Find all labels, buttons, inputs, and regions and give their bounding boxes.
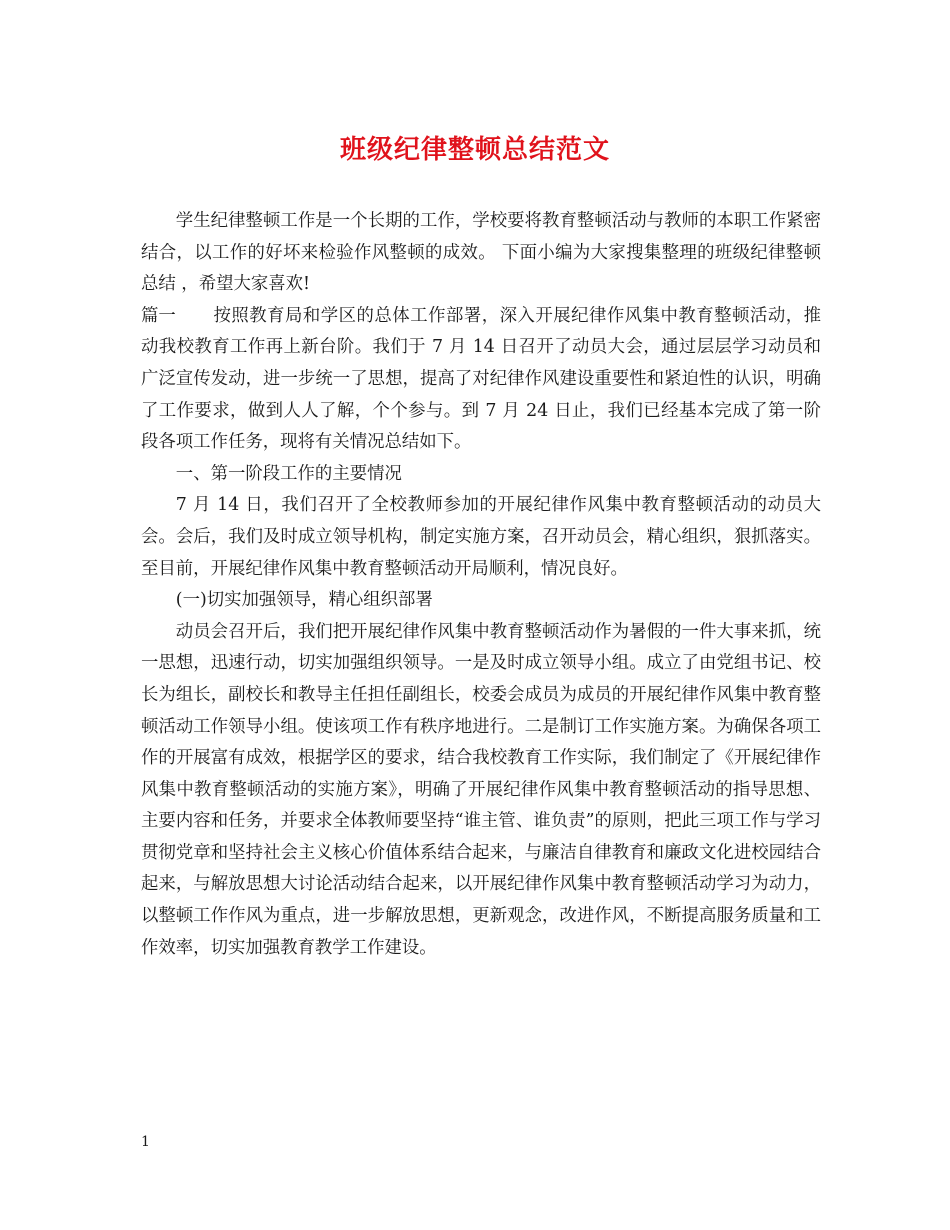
paragraph-3: 动员会召开后，我们把开展纪律作风集中教育整顿活动作为暑假的一件大事来抓，统一思想，迅速行动，切实加强组织领导。一是及时成立领导小组。成立了由党组书记、校长为组长，副校长和教导主任担任副组长，校委会成员为成员的开展纪律作风集中教育整顿活动工作领导小组。使该项工作有秩序地进行。二是制订工作实施方案。为确保各项工作的开展富有成效，根据学区的要求，结合我校教育工作实际，我们制定了《开展纪律作风集中教育整顿活动的实施方案》，明确了开展纪律作风集中教育整顿活动的指导思想、主要内容和任务，并要求全体教师要坚持“谁主管、谁负责”的原则，把此三项工作与学习贯彻党章和坚持社会主义核心价值体系结合起来，与廉洁自律教育和廉政文化进校园结合起来，与解放思想大讨论活动结合起来，以开展纪律作风集中教育整顿活动学习为动力，以整顿工作作风为重点，进一步解放思想，更新观念，改进作风，不断提高服务质量和工作效率，切实加强教育教学工作建设。	[141, 621, 821, 958]
document-body	[141, 206, 821, 964]
section-heading-1: 一、第一阶段工作的主要情况	[175, 463, 402, 484]
section-heading-2: (一)切实加强领导，精心组织部署	[175, 590, 433, 611]
section-first-paragraph: 按照教育局和学区的总体工作部署，深入开展纪律作风集中教育整顿活动，推动我校教育工作再上新台阶。我们于 7 月 14 日召开了动员大会，通过层层学习动员和广泛宣传发动，进一步统一了思想，提高了对纪律作风建设重要性和紧迫性的认识，明确了工作要求，做到人人了解，个个参与。到 7 月 24 日止，我们已经基本完成了第一阶段各项工作任务，现将有关情况总结如下。	[141, 305, 821, 453]
section-label: 篇一	[141, 305, 176, 326]
paragraph-2: 7 月 14 日，我们召开了全校教师参加的开展纪律作风集中教育整顿活动的动员大会。会后，我们及时成立领导机构，制定实施方案，召开动员会，精心组织，狠抓落实。至目前，开展纪律作风集中教育整顿活动开局顺利，情况良好。	[141, 495, 821, 579]
document-title: 班级纪律整顿总结范文	[339, 135, 610, 165]
intro-paragraph: 学生纪律整顿工作是一个长期的工作，学校要将教育整顿活动与教师的本职工作紧密结合，以工作的好坏来检验作风整顿的成效。 下面小编为大家搜集整理的班级纪律整顿总结 ，希望大家喜欢!	[141, 211, 821, 295]
page-number: 1	[141, 1134, 150, 1150]
section-paragraph	[141, 301, 821, 459]
